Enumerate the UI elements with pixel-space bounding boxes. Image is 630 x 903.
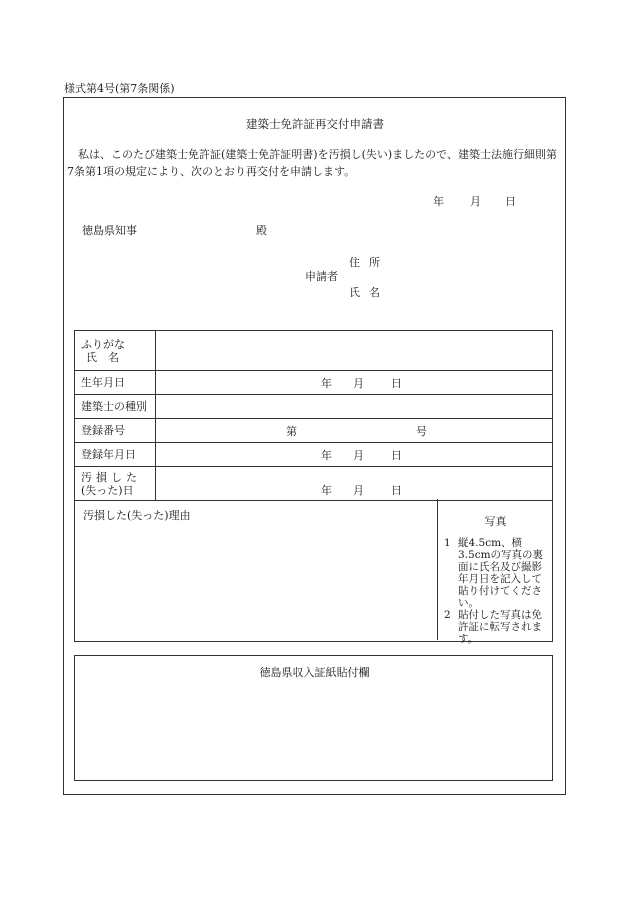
damaged-date-field[interactable]	[156, 467, 552, 500]
month-label: 月	[353, 484, 364, 498]
photo-note	[444, 609, 548, 645]
day-label: 日	[391, 448, 402, 462]
address-label: 住所	[349, 256, 389, 269]
registration-prefix: 第	[286, 424, 297, 438]
date-day-label: 日	[505, 195, 516, 208]
photo-title: 写真	[484, 515, 507, 528]
table-row	[75, 331, 552, 370]
photo-note	[444, 537, 548, 609]
registration-number-label: 登録番号	[75, 419, 156, 442]
day-label: 日	[391, 376, 402, 390]
honorific: 殿	[256, 224, 267, 237]
architect-class-field[interactable]	[156, 395, 552, 418]
note-text: 貼付した写真は免許証に転写されます。	[458, 609, 542, 645]
damaged-label-line2: (失った)日	[81, 483, 134, 497]
applicant-label: 申請者	[305, 270, 338, 283]
registration-number-field[interactable]	[156, 419, 552, 442]
year-label: 年	[321, 448, 332, 462]
name-label: 氏名	[349, 286, 389, 299]
stamp-area-title: 徳島県収入証紙貼付欄	[259, 666, 370, 679]
month-label: 月	[353, 376, 364, 390]
photo-area	[437, 499, 552, 645]
reason-section[interactable]	[74, 499, 553, 645]
full-name-label: 氏 名	[86, 350, 119, 364]
applicant-info-table	[74, 330, 553, 501]
table-row	[75, 394, 552, 418]
month-label: 月	[353, 448, 364, 462]
addressee: 徳島県知事	[82, 224, 137, 237]
date-month-label: 月	[470, 195, 481, 208]
year-label: 年	[321, 484, 332, 498]
damaged-label-line1: 汚損した	[81, 470, 141, 484]
architect-class-label: 建築士の種別	[75, 395, 156, 418]
furigana-name-label	[75, 331, 156, 370]
form-number: 様式第4号(第7条関係)	[64, 82, 175, 95]
date-year-label: 年	[433, 195, 444, 208]
reason-label: 汚損した(失った)理由	[83, 509, 191, 522]
damaged-date-label	[75, 467, 156, 500]
table-row	[75, 442, 552, 466]
name-field[interactable]	[156, 331, 552, 370]
year-label: 年	[321, 376, 332, 390]
birth-date-field[interactable]	[156, 371, 552, 394]
table-row	[75, 370, 552, 394]
document-title: 建築士免許証再交付申請書	[246, 117, 384, 131]
note-number: 2	[444, 609, 451, 621]
registration-date-field[interactable]	[156, 443, 552, 466]
day-label: 日	[391, 484, 402, 498]
birth-date-label: 生年月日	[75, 371, 156, 394]
registration-suffix: 号	[416, 424, 427, 438]
furigana-label: ふりがな	[81, 337, 125, 351]
note-text: 縦4.5cm、横3.5cmの写真の裏面に氏名及び撮影年月日を記入して貼り付けてください。	[458, 537, 544, 609]
registration-date-label: 登録年月日	[75, 443, 156, 466]
table-row	[75, 466, 552, 500]
note-number: 1	[444, 537, 451, 549]
table-row	[75, 418, 552, 442]
photo-notes	[444, 537, 548, 645]
revenue-stamp-area	[74, 655, 553, 781]
application-statement: 私は、このたび建築士免許証(建築士免許証明書)を汚損し(失い)ましたので、建築士法施行細則第7条第1項の規定により、次のとおり再交付を申請します。	[67, 148, 557, 178]
